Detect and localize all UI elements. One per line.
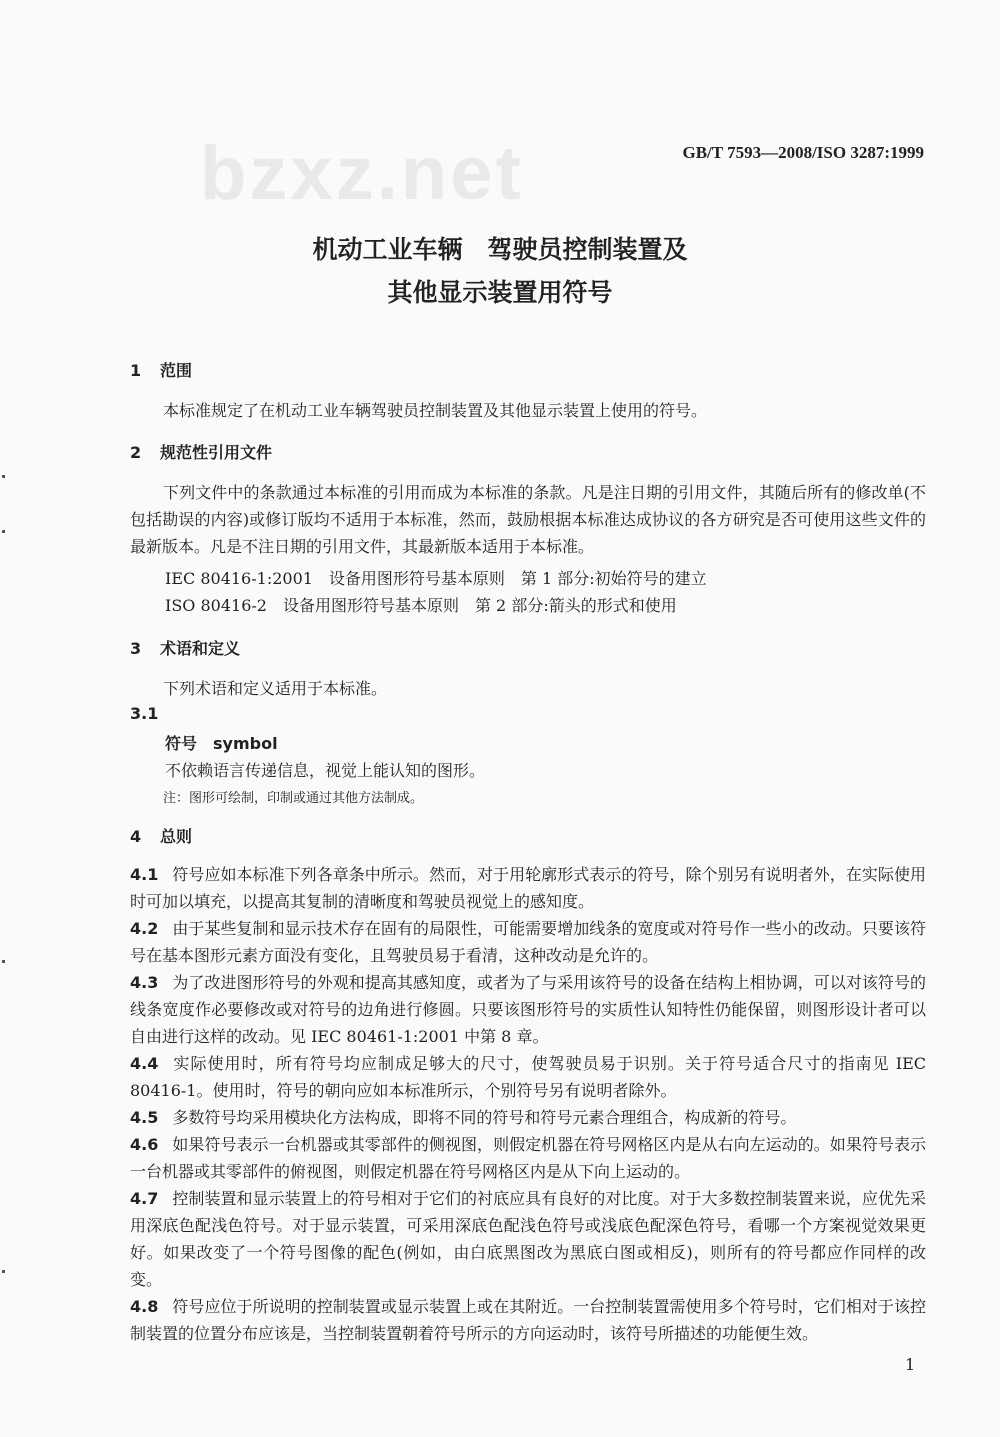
section-1-text: 本标准规定了在机动工业车辆驾驶员控制装置及其他显示装置上使用的符号。 — [163, 401, 708, 420]
scan-mark — [2, 960, 5, 963]
section-3-heading — [130, 636, 240, 659]
clause — [130, 861, 926, 915]
term-definition: 不依赖语言传递信息，视觉上能认知的图形。 — [165, 761, 486, 780]
clause-number: 4.4 — [130, 1054, 159, 1073]
scan-mark — [2, 530, 5, 533]
page-number: 1 — [905, 1355, 916, 1374]
clause-text: 实际使用时，所有符号均应制成足够大的尺寸，使驾驶员易于识别。关于符号适合尺寸的指南见 IEC 80416-1。使用时，符号的朝向应如本标准所示，个别符号另有说明者除外。 — [130, 1054, 926, 1100]
clause-number: 4.5 — [130, 1108, 159, 1127]
clause-text: 为了改进图形符号的外观和提高其感知度，或者为了与采用该符号的设备在结构上相协调，可以对该符号的线条宽度作必要修改或对符号的边角进行修圆。只要该图形符号的实质性认知特性仍能保留，则图形设计者可以自由进行这样的改动。见 IEC 80461-1:2001 中第 8 章。 — [130, 973, 926, 1046]
section-4-heading — [130, 824, 192, 847]
section-title: 范围 — [160, 361, 193, 380]
section-1-heading — [130, 358, 192, 381]
subsection-number: 3.1 — [130, 704, 159, 723]
clause-number: 4.7 — [130, 1189, 159, 1208]
scan-mark — [2, 475, 5, 478]
standard-code: GB/T 7593—2008/ISO 3287:1999 — [682, 143, 924, 162]
section-number: 1 — [130, 361, 142, 380]
clause — [130, 1293, 926, 1347]
section-number: 3 — [130, 639, 142, 658]
note: 注：图形可绘制，印制或通过其他方法制成。 — [163, 791, 424, 806]
clause-text: 符号应位于所说明的控制装置或显示装置上或在其附近。一台控制装置需使用多个符号时，它们相对于该控制装置的位置分布应该是，当控制装置朝着符号所示的方向运动时，该符号所描述的功能便生效。 — [130, 1297, 926, 1343]
normative-reference: ISO 80416-2 设备用图形符号基本原则 第 2 部分:箭头的形式和使用 — [165, 596, 677, 615]
clause-number: 4.3 — [130, 973, 159, 992]
normative-reference: IEC 80416-1:2001 设备用图形符号基本原则 第 1 部分:初始符号的建立 — [165, 569, 707, 588]
clause — [130, 969, 926, 1050]
clause — [130, 1185, 926, 1293]
clause — [130, 1104, 926, 1131]
section-title: 术语和定义 — [160, 639, 241, 658]
clause — [130, 1050, 926, 1104]
section-number: 2 — [130, 443, 142, 462]
clause-text: 如果符号表示一台机器或其零部件的侧视图，则假定机器在符号网格区内是从右向左运动的。如果符号表示一台机器或其零部件的俯视图，则假定机器在符号网格区内是从下向上运动的。 — [130, 1135, 926, 1181]
section-2-heading — [130, 440, 272, 463]
clause-number: 4.2 — [130, 919, 159, 938]
clause-text: 符号应如本标准下列各章条中所示。然而，对于用轮廓形式表示的符号，除个别另有说明者外，在实际使用时可加以填充，以提高其复制的清晰度和驾驶员视觉上的感知度。 — [130, 865, 926, 911]
clause-text: 控制装置和显示装置上的符号相对于它们的衬底应具有良好的对比度。对于大多数控制装置来说，应优先采用深底色配浅色符号。对于显示装置，可采用深底色配浅色符号或浅底色配深色符号，看哪一个方案视觉效果更好。如果改变了一个符号图像的配色(例如，由白底黑图改为黑底白图或相反)，则所有的符号都应作同样的改变。 — [130, 1189, 926, 1289]
title-line-2: 其他显示装置用符号 — [387, 278, 613, 307]
clause-number: 4.6 — [130, 1135, 159, 1154]
clause — [130, 1131, 926, 1185]
clause-number: 4.1 — [130, 865, 159, 884]
section-2-text: 下列文件中的条款通过本标准的引用而成为本标准的条款。凡是注日期的引用文件，其随后所有的修改单(不包括勘误的内容)或修订版均不适用于本标准，然而，鼓励根据本标准达成协议的各方研究是否可使用这些文件的最新版本。凡是不注日期的引用文件，其最新版本适用于本标准。 — [130, 483, 926, 556]
clause-text: 多数符号均采用模块化方法构成，即将不同的符号和符号元素合理组合，构成新的符号。 — [172, 1108, 797, 1127]
section-number: 4 — [130, 827, 142, 846]
section-3-text: 下列术语和定义适用于本标准。 — [163, 679, 388, 698]
clause — [130, 915, 926, 969]
section-title: 总则 — [160, 827, 193, 846]
document-title — [0, 228, 1000, 314]
watermark: bzxz.net — [200, 131, 524, 216]
clause-number: 4.8 — [130, 1297, 159, 1316]
clause-text: 由于某些复制和显示技术存在固有的局限性，可能需要增加线条的宽度或对符号作一些小的改动。只要该符号在基本图形元素方面没有变化，且驾驶员易于看清，这种改动是允许的。 — [130, 919, 926, 965]
term: 符号 symbol — [165, 734, 278, 753]
title-line-1: 机动工业车辆 驾驶员控制装置及 — [312, 235, 688, 264]
section-title: 规范性引用文件 — [160, 443, 273, 462]
scan-mark — [2, 1270, 5, 1273]
